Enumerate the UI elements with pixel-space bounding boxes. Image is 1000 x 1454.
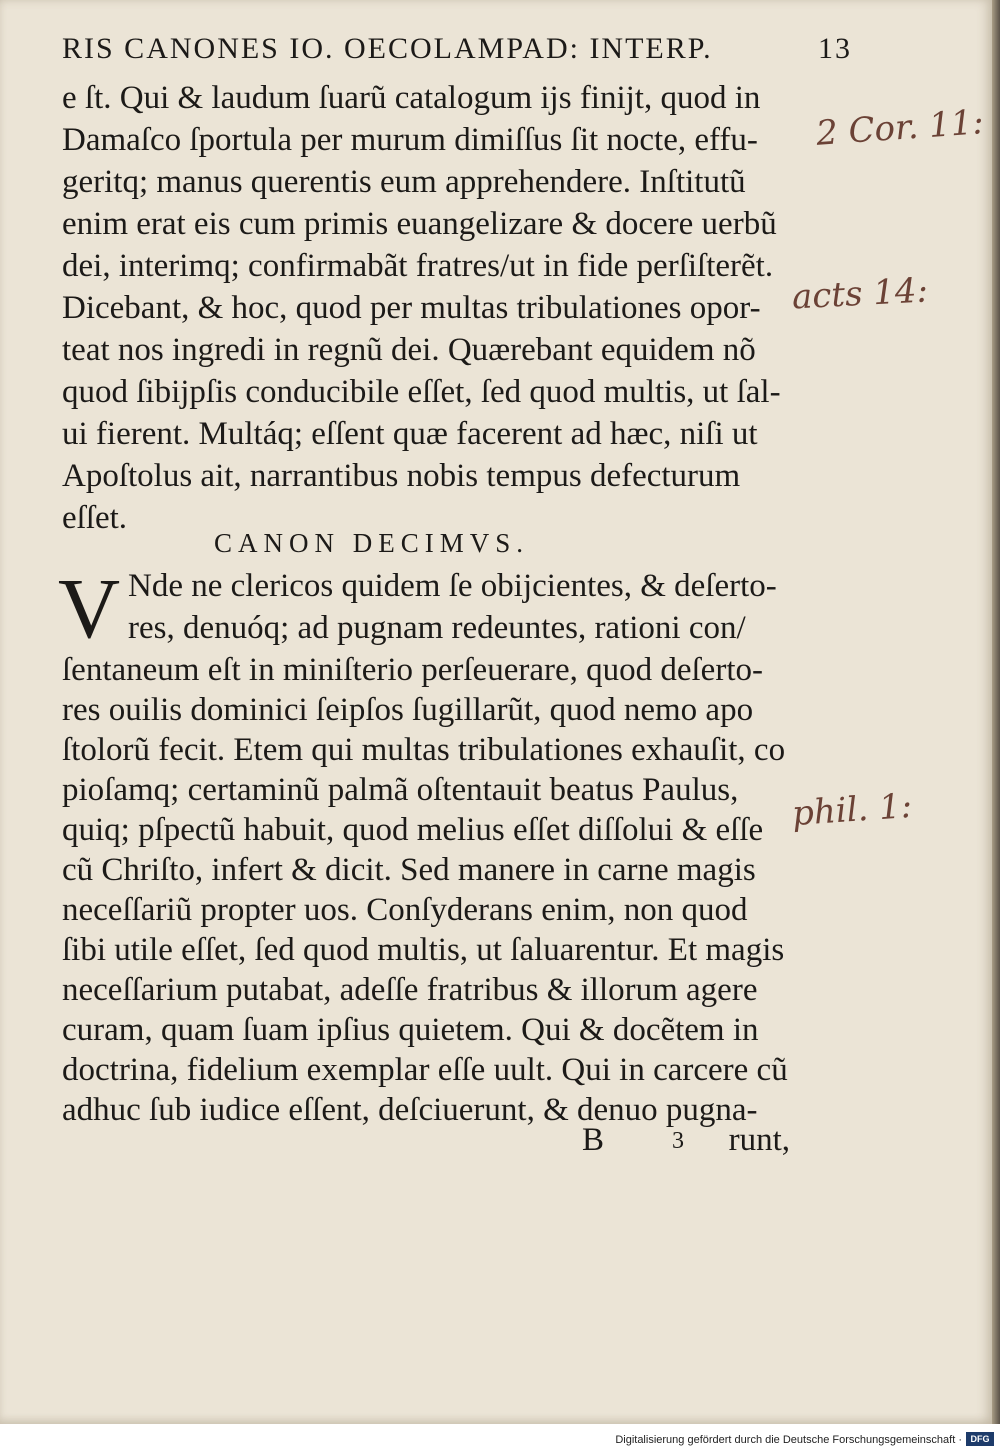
canon-line: adhuc ſub iudice eſſent, deſciuerunt, & denuo pugna-: [62, 1092, 758, 1128]
canon-line: res, denuóq; ad pugnam redeuntes, rationi con/: [128, 610, 746, 646]
body-line: teat nos ingredi in regnũ dei. Quærebant equidem nõ: [62, 332, 756, 368]
body-line: enim erat eis cum primis euangelizare & docere uerbũ: [62, 206, 777, 242]
canon-line: ſtolorũ fecit. Etem qui multas tribulationes exhauſit, co: [62, 732, 786, 768]
signature-line: [62, 1122, 790, 1162]
canon-line: pioſamq; certaminũ palmã oſtentauit beatus Paulus,: [62, 772, 739, 808]
running-head-title: RIS CANONES IO. OECOLAMPAD: INTERP.: [62, 32, 713, 65]
body-line: dei, interimq; confirmabãt fratres/ut in fide perſiſterẽt.: [62, 248, 774, 284]
body-line: geritq; manus querentis eum apprehendere. Inſtitutũ: [62, 164, 746, 200]
body-line: Dicebant, & hoc, quod per multas tribulationes opor-: [62, 290, 761, 326]
canon-line: cũ Chriſto, infert & dicit. Sed manere in carne magis: [62, 852, 756, 888]
canon-line: quiq; pſpectũ habuit, quod melius eſſet diſſolui & eſſe: [62, 812, 764, 848]
canon-line: doctrina, fidelium exemplar eſſe uult. Qui in carcere cũ: [62, 1052, 788, 1088]
body-line: ui fierent. Multáq; eſſent quæ facerent ad hæc, niſi ut: [62, 416, 758, 452]
body-line: quod ſibijpſis conducibile eſſet, ſed quod multis, ut ſal-: [62, 374, 781, 410]
canon-line: ſentaneum eſt in miniſterio perſeuerare, quod deſerto-: [62, 652, 763, 688]
canon-line: curam, quam ſuam ipſius quietem. Qui & docẽtem in: [62, 1012, 759, 1048]
canon-line: ſibi utile eſſet, ſed quod multis, ut ſaluarentur. Et magis: [62, 932, 785, 968]
dfg-logo: DFG: [966, 1432, 994, 1446]
catchword: runt,: [728, 1122, 790, 1158]
canon-line: neceſſariũ propter uos. Conſyderans enim, non quod: [62, 892, 748, 928]
canon-line: res ouilis dominici ſeipſos ſugillarũt, quod nemo apo: [62, 692, 754, 728]
footer-bar: [0, 1424, 1000, 1454]
signature-mark: B: [582, 1122, 605, 1158]
drop-initial: V: [58, 560, 121, 656]
canon-line: Nde ne clericos quidem ſe obijcientes, & deſerto-: [128, 568, 777, 604]
running-head: [62, 32, 852, 72]
margin-note-acts: acts 14:: [791, 270, 929, 318]
body-line: Apoſtolus ait, narrantibus nobis tempus defecturum: [62, 458, 741, 494]
body-line: e ſt. Qui & laudum ſuarũ catalogum ijs finijt, quod in: [62, 80, 761, 116]
canon-line: neceſſarium putabat, adeſſe fratribus & illorum agere: [62, 972, 758, 1008]
margin-note-phil: phil. 1:: [790, 785, 914, 835]
body-line: Damaſco ſportula per murum dimiſſus ſit nocte, effu-: [62, 122, 758, 158]
folio-number: 13: [818, 32, 852, 65]
section-heading: CANON DECIMVS.: [214, 528, 530, 558]
page-edge: [992, 0, 1000, 1424]
margin-note-2cor: 2 Cor. 11:: [814, 102, 985, 154]
signature-number: 3: [672, 1128, 684, 1154]
body-line: eſſet.: [62, 500, 128, 536]
footer-credit: Digitalisierung gefördert durch die Deutsche Forschungsgemeinschaft ·: [615, 1434, 962, 1446]
